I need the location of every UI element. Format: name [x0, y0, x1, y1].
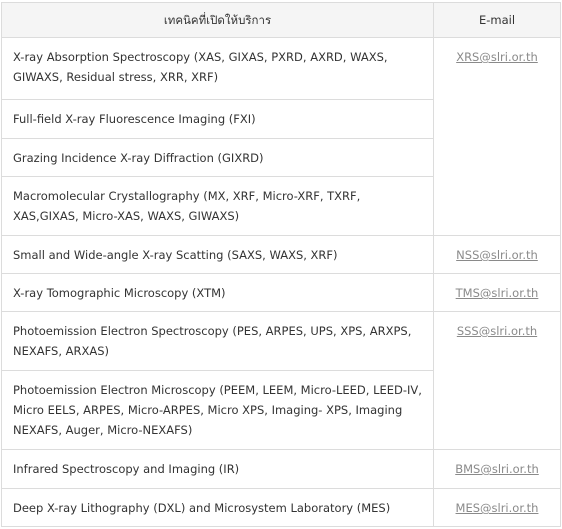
header-email: E-mail	[434, 3, 561, 38]
technique-cell: Grazing Incidence X-ray Diffraction (GIXRD)	[2, 139, 434, 177]
email-link-tms[interactable]: TMS@slri.or.th	[455, 286, 539, 300]
email-cell	[434, 38, 561, 236]
technique-cell: X-ray Tomographic Microscopy (XTM)	[2, 274, 434, 312]
services-table	[1, 2, 561, 527]
email-cell	[434, 489, 561, 527]
email-cell	[434, 236, 561, 274]
technique-cell: Infrared Spectroscopy and Imaging (IR)	[2, 450, 434, 489]
table-row	[2, 38, 561, 100]
email-link-sss[interactable]: SSS@slri.or.th	[456, 324, 538, 338]
technique-cell: X-ray Absorption Spectroscopy (XAS, GIXAS, PXRD, AXRD, WAXS, GIWAXS, Residual stress, XRR, XRF)	[2, 38, 434, 100]
email-cell	[434, 450, 561, 489]
technique-cell: Photoemission Electron Microscopy (PEEM, LEEM, Micro-LEED, LEED-IV, Micro EELS, ARPES, Micro-ARPES, Micro XPS, Imaging- XPS, Imaging NEXAFS, Auger, Micro-NEXAFS)	[2, 371, 434, 450]
table-row	[2, 312, 561, 371]
email-link-bms[interactable]: BMS@slri.or.th	[455, 462, 539, 476]
technique-cell: Deep X-ray Lithography (DXL) and Microsystem Laboratory (MES)	[2, 489, 434, 527]
technique-cell: Photoemission Electron Spectroscopy (PES, ARPES, UPS, XPS, ARXPS, NEXAFS, ARXAS)	[2, 312, 434, 371]
email-cell	[434, 312, 561, 450]
table-row	[2, 489, 561, 527]
table-row	[2, 450, 561, 489]
table-row	[2, 274, 561, 312]
technique-cell: Full-field X-ray Fluorescence Imaging (FXI)	[2, 100, 434, 139]
table-row	[2, 236, 561, 274]
header-technique: เทคนิคที่เปิดให้บริการ	[2, 3, 434, 38]
email-cell	[434, 274, 561, 312]
email-link-nss[interactable]: NSS@slri.or.th	[456, 248, 538, 262]
email-link-mes[interactable]: MES@slri.or.th	[455, 501, 539, 515]
technique-cell: Small and Wide-angle X-ray Scatting (SAXS, WAXS, XRF)	[2, 236, 434, 274]
table-header-row	[2, 3, 561, 38]
technique-cell: Macromolecular Crystallography (MX, XRF, Micro-XRF, TXRF, XAS,GIXAS, Micro-XAS, WAXS, GIWAXS)	[2, 177, 434, 236]
email-link-xrs[interactable]: XRS@slri.or.th	[456, 50, 538, 64]
